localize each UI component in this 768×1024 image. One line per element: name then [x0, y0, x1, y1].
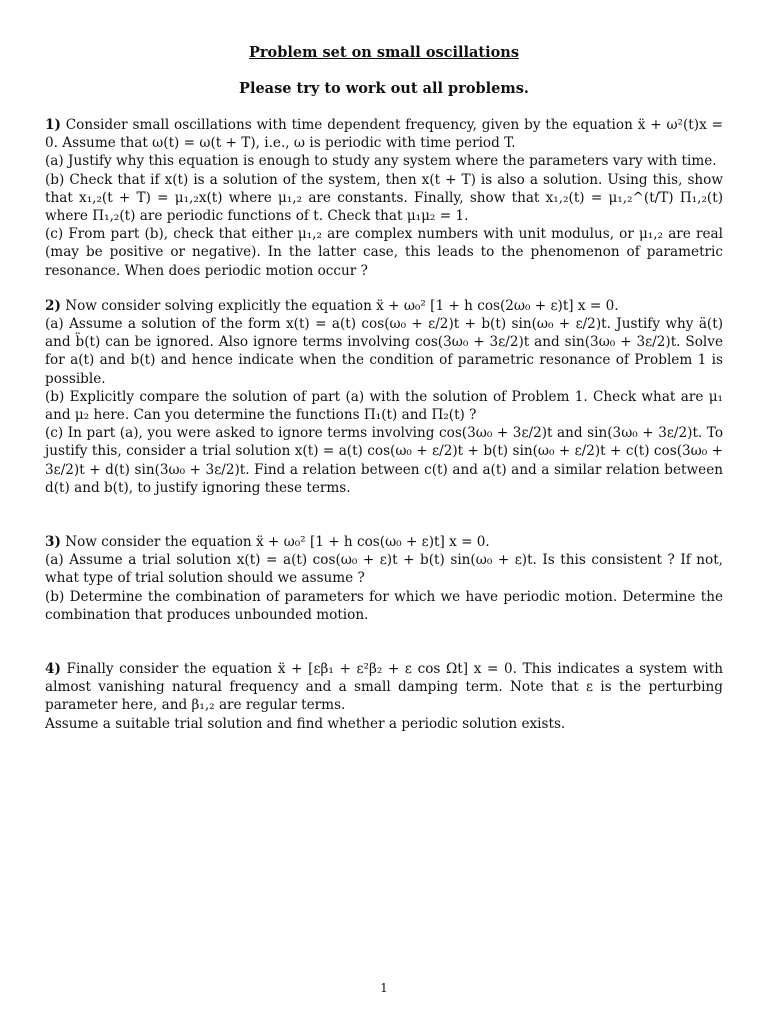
problem-1 [45, 116, 723, 280]
problem-3 [45, 533, 723, 624]
problem-4 [45, 660, 723, 733]
page-number: 1 [380, 981, 388, 995]
problem-2 [45, 297, 723, 497]
problem-2-part-c: (c) In part (a), you were asked to ignore terms involving cos(3ω₀ + 3ε/2)t and sin(3ω₀ + 3ε/2)t. To justify this, consider a trial solution x(t) = a(t) cos(ω₀ + ε/2)t + b(t) sin(ω₀ + ε/2)t + c(t) cos(3ω₀ + 3ε/2)t + d(t) sin(3ω₀ + 3ε/2)t. Find a relation between c(t) and a(t) and a similar relation between d(t) and b(t), to justify ignoring these terms. [45, 425, 723, 496]
problem-text: Now consider the equation ẍ + ω₀² [1 + h cos(ω₀ + ε)t] x = 0. [60, 534, 490, 551]
problem-text: Consider small oscillations with time dependent frequency, given by the equation ẍ + ω²(t)x = 0. Assume that ω(t) = ω(t + T), i.e., ω is periodic with time period T. [45, 117, 723, 152]
problem-1-statement [45, 116, 723, 152]
problem-3-statement [45, 533, 723, 551]
problem-1-part-c: (c) From part (b), check that either μ₁,₂ are complex numbers with unit modulus, or μ₁,₂ are real (may be positive or negative). In the latter case, this leads to the phenomenon of parametric resonance. When does periodic motion occur ? [45, 226, 723, 279]
page-subtitle: Please try to work out all problems. [239, 80, 529, 97]
document-page [45, 42, 723, 733]
problem-3-part-b: (b) Determine the combination of parameters for which we have periodic motion. Determine the combination that produces unbounded motion. [45, 588, 723, 623]
page-title: Problem set on small oscillations [248, 44, 519, 61]
problem-2-part-a: (a) Assume a solution of the form x(t) = a(t) cos(ω₀ + ε/2)t + b(t) sin(ω₀ + ε/2)t. Justify why ä(t) and b̈(t) can be ignored. Also ignore terms involving cos(3ω₀ + 3ε/2)t and sin(3ω₀ + 3ε/2)t. Solve for a(t) and b(t) and hence indicate when the condition of parametric resonance of Problem 1 is possible. [45, 316, 723, 387]
problem-number: 2) [45, 297, 61, 314]
problem-2-part-b: (b) Explicitly compare the solution of part (a) with the solution of Problem 1. Check what are μ₁ and μ₂ here. Can you determine the functions Π₁(t) and Π₂(t) ? [45, 388, 723, 424]
problem-text: Finally consider the equation ẍ + [εβ₁ + ε²β₂ + ε cos Ωt] x = 0. This indicates a system with almost vanishing natural frequency and a small damping term. Note that ε is the perturbing parameter here, and β₁,₂ are regular terms. [45, 661, 723, 714]
problem-1-part-b: (b) Check that if x(t) is a solution of the system, then x(t + T) is also a solution. Using this, show that x₁,₂(t + T) = μ₁,₂x(t) where μ₁,₂ are constants. Finally, show that x₁,₂(t) = μ₁,₂^(t/T) Π₁,₂(t) where Π₁,₂(t) are periodic functions of t. Check that μ₁μ₂ = 1. [45, 171, 723, 225]
problem-text: Now consider solving explicitly the equation ẍ + ω₀² [1 + h cos(2ω₀ + ε)t] x = 0. [60, 297, 619, 314]
problem-1-part-a: (a) Justify why this equation is enough to study any system where the parameters vary with time. [45, 153, 717, 170]
problem-4-statement [45, 660, 723, 715]
problem-4-task: Assume a suitable trial solution and find whether a periodic solution exists. [45, 715, 566, 732]
problem-number: 3) [45, 534, 61, 551]
problem-number: 4) [45, 661, 61, 678]
problem-number: 1) [45, 117, 61, 133]
problem-3-part-a: (a) Assume a trial solution x(t) = a(t) cos(ω₀ + ε)t + b(t) sin(ω₀ + ε)t. Is this consistent ? If not, what type of trial solution should we assume ? [45, 552, 723, 587]
problem-2-statement [45, 297, 723, 315]
